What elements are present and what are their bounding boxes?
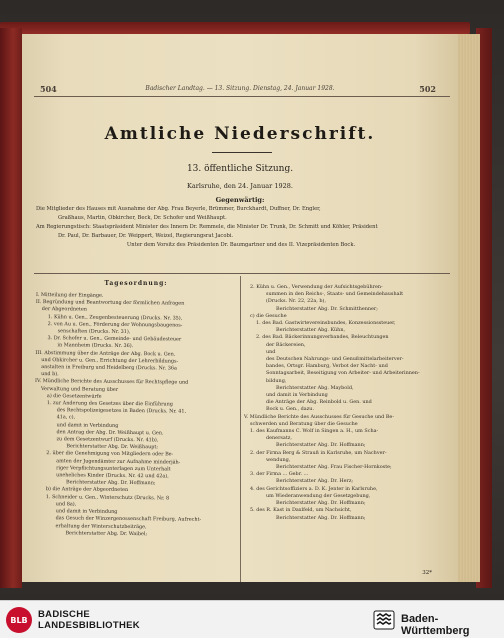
agenda-line: und 8a), [55, 501, 77, 508]
footer-bar [0, 600, 504, 638]
session-heading: 13. öffentliche Sitzung. [186, 164, 294, 174]
agenda-line: denersatz, [266, 435, 292, 442]
agenda-line: a) die Gesetzentwürfe [46, 392, 102, 400]
agenda-line: in Mannheim (Drucks. Nr. 36). [57, 342, 134, 350]
page-stack-edges [455, 34, 480, 582]
section-rule [34, 273, 450, 274]
agenda-line: der Bäckereien, [266, 341, 306, 348]
agenda-line: Berichterstatter Abg. Maybold, [276, 384, 354, 391]
agenda-line: I. Mitteilung der Eingänge. [35, 292, 104, 299]
column-rule [240, 276, 241, 582]
state-name[interactable]: Baden-Württemberg [401, 613, 470, 637]
agenda-line: Berichterstatter Abg. Kühn, [276, 327, 346, 334]
agenda-column-right [244, 284, 450, 522]
agenda-heading: Tagesordnung: [104, 280, 168, 287]
document-title: Amtliche Niederschrift. [104, 124, 376, 144]
title-rule [212, 152, 272, 153]
agenda-line: Berichterstatter Abg. Frau Fischer-Hornkoste; [276, 464, 392, 471]
agenda-line: IV. Mündliche Berichte des Ausschusses für Rechtspflege und [35, 378, 189, 387]
attendance-block [36, 206, 446, 251]
agenda-line: b) die Anträge der Abgeordneten [45, 486, 129, 494]
agenda-line: Berichterstatter Abg. Dr. Hoffmann; [276, 514, 366, 521]
agenda-line: Berichterstatter Abg. Dr. Hoffmann; [276, 442, 366, 449]
library-name-line2: LANDESBIBLIOTHEK [38, 620, 140, 631]
agenda-line: des Deutschen Nahrungs- und Genußmittelarbeiterver- [266, 356, 404, 363]
agenda-line: das Gesuch der Winzergenossenschaft Freiburg, Aufrecht- [55, 515, 202, 524]
agenda-line: III. Abstimmung über die Anträge der Abg. Bock u. Gen. [35, 349, 176, 358]
agenda-line: amten der Jugendämter zur Aufnahme minderjäh- [56, 457, 181, 466]
agenda-line: und Obkircher u. Gen., Errichtung der Lehrerbildungs- [41, 356, 179, 365]
agenda-line: riger Verpflichtungsunterlagen zum Unterhalt [56, 465, 171, 473]
agenda-line: Verwaltung und Beratung über [40, 385, 119, 393]
agenda-line: Berichterstatter Abg. Dr. Hoffmann; [65, 479, 156, 487]
agenda-line: erhaltung der Winterschutzbeiträge, [55, 522, 147, 530]
agenda-line: und [266, 348, 276, 355]
agenda-line: und damit in Verbindung [266, 392, 328, 399]
running-header [22, 84, 458, 96]
agenda-line: 3. Dr. Schofer u. Gen., Gemeinde- und Gebäudesteuer [47, 335, 182, 343]
agenda-line: den Antrag der Abg. Dr. Weißhaupt u. Gen. [56, 429, 164, 437]
blb-logo-text: BLB [10, 615, 28, 625]
agenda-line: 1. zur Änderung des Gesetzes über die Einführung [46, 400, 173, 408]
agenda-line: senschaften (Drucks. Nr. 31), [57, 328, 131, 336]
agenda-line: 1. des Kaufmanns C. Wolf in Singen a. H., um Scha- [250, 428, 379, 435]
agenda-line: Bock u. Gen., dazu. [266, 406, 314, 413]
agenda-line: und damit in Verbindung [56, 421, 119, 429]
agenda-line: V. Mündliche Berichte des Ausschusses für Gesuche und Be- [244, 413, 394, 420]
agenda-line: die Anträge der Abg. Reinbold u. Gen. und [266, 399, 372, 406]
attendance-line: Die Mitglieder des Hauses mit Ausnahme der Abg. Frau Beyerle, Brümmer, Burckhardt, Duffner, Dr. Engler, [36, 206, 321, 212]
header-rule [34, 96, 450, 97]
agenda-line: II. Begründung und Beantwortung der förmlichen Anfragen [35, 299, 185, 307]
agenda-line: Berichterstatter Abg. Dr. Waibel; [65, 530, 148, 537]
agenda-line: und damit in Verbindung [55, 508, 118, 515]
agenda-line: bandes, Ortsgr. Hamburg, Verbot der Nacht- und [266, 363, 388, 370]
agenda-line: (Drucks. Nr. 22, 22a, b), [266, 298, 327, 305]
attendance-line: Am Regierungstisch: Staatspräsident Minister des Innern Dr. Remmele, die Minister Dr. Trunk, Dr. Schmitt und Köhler, Präsident [36, 223, 378, 230]
agenda-line: 2. Kühn u. Gen., Verwendung der Aufsichtsgebühren- [250, 284, 383, 290]
agenda-line: 2. über die Genehmigung von Mitgliedern oder Be- [46, 450, 174, 458]
agenda-line: um Wiederanwendung der Gesetzgebung, [266, 492, 371, 499]
page-signature: 32* [422, 570, 432, 576]
blb-logo[interactable] [6, 607, 32, 633]
agenda-line: Berichterstatter Abg. Dr. Weißhaupt; [66, 443, 159, 451]
agenda-line: Berichterstatter Abg. Dr. Hoffmann; [276, 500, 366, 507]
agenda-line: 1. des Bad. Gastwirtevereinsbundes, Konzessionssteuer, [256, 320, 396, 327]
agenda-line: 3. der Firma ... Gebr. ... [250, 471, 309, 478]
agenda-line: c) die Gesuche [250, 312, 287, 319]
scanned-page [22, 34, 458, 582]
agenda-line: anstalten in Freiburg und Heidelberg (Drucks. Nr. 36a [41, 364, 177, 372]
agenda-line: schwerden und Beratung über die Gesuche [250, 420, 358, 427]
agenda-line: Sonntagsarbeit, Beseitigung von Arbeiter- und Arbeiterinnen- [266, 370, 420, 377]
agenda-line: 2. der Firma Berg & Strauß in Karlsruhe, um Nachver- [250, 449, 387, 456]
book-cover-top [0, 22, 470, 34]
agenda-line: 5. des R. Kast in Daxlfeld, um Nachsicht, [250, 507, 352, 514]
agenda-line: summen in den Reichs-, Staats- und Gemeindehaushalt [266, 291, 404, 298]
agenda-line: zu dem Gesetzentwurf (Drucks. Nr. 41b), [56, 436, 159, 444]
agenda-line: 1. Kühn u. Gen., Zeugenbesteuerung (Drucks. Nr. 35), [47, 313, 183, 322]
agenda-line: des Rechtspolizeigesetzes in Baden (Drucks. Nr. 41, [56, 407, 187, 415]
agenda-line: der Abgeordneten [41, 306, 87, 313]
agenda-line: 1. Schneider u. Gen., Winterschutz (Drucks. Nr. 8 [45, 493, 170, 502]
date-line: Karlsruhe, den 24. Januar 1928. [187, 182, 293, 190]
agenda-line: Berichterstatter Abg. Dr. Herz; [276, 478, 354, 485]
attendance-line: Unter dem Vorsitz des Präsidenten Dr. Baumgartner und des II. Vizepräsidenten Bock. [126, 241, 356, 248]
book-cover-left [0, 28, 22, 588]
agenda-line: bildung, [266, 377, 287, 384]
page-number-right: 502 [419, 84, 436, 94]
present-heading: Gegenwärtig: [215, 196, 265, 204]
agenda-line: 2. von Au u. Gen., Förderung der Wohnungsbaugenos- [47, 320, 183, 329]
baden-wuerttemberg-crest-icon[interactable] [372, 608, 396, 632]
agenda-line: 41a, c), [56, 414, 76, 421]
attendance-line: Dr. Paul, Dr. Barbauer, Dr. Weippert, Weizel, Regierungsrat Jacobi. [58, 232, 234, 239]
agenda-column-left [33, 292, 236, 539]
agenda-line: und b). [41, 371, 59, 378]
running-title: Badischer Landtag. — 13. Sitzung. Dienstag, 24. Januar 1928. [145, 85, 335, 92]
library-name-line1: BADISCHE [38, 609, 91, 620]
agenda-line: uneheliches Kinder (Drucks. Nr. 42 und 42a), [56, 472, 169, 480]
page-number-left: 504 [40, 84, 57, 94]
library-name[interactable] [38, 609, 140, 631]
attendance-line: Graßhaus, Martin, Obkircher, Beck, Dr. Schofer und Weißhaupt. [58, 214, 227, 221]
agenda-line: Berichterstatter Abg. Dr. Schmitthenner; [276, 305, 378, 312]
agenda-line: 4. des Gerichtsoffiziers a. D. K. Jenter in Karlsruhe, [250, 485, 378, 492]
agenda-line: 2. des Bad. Bäckerinnungsverbandes, Beleuchtungen [256, 334, 389, 341]
agenda-line: wendung, [266, 456, 291, 463]
